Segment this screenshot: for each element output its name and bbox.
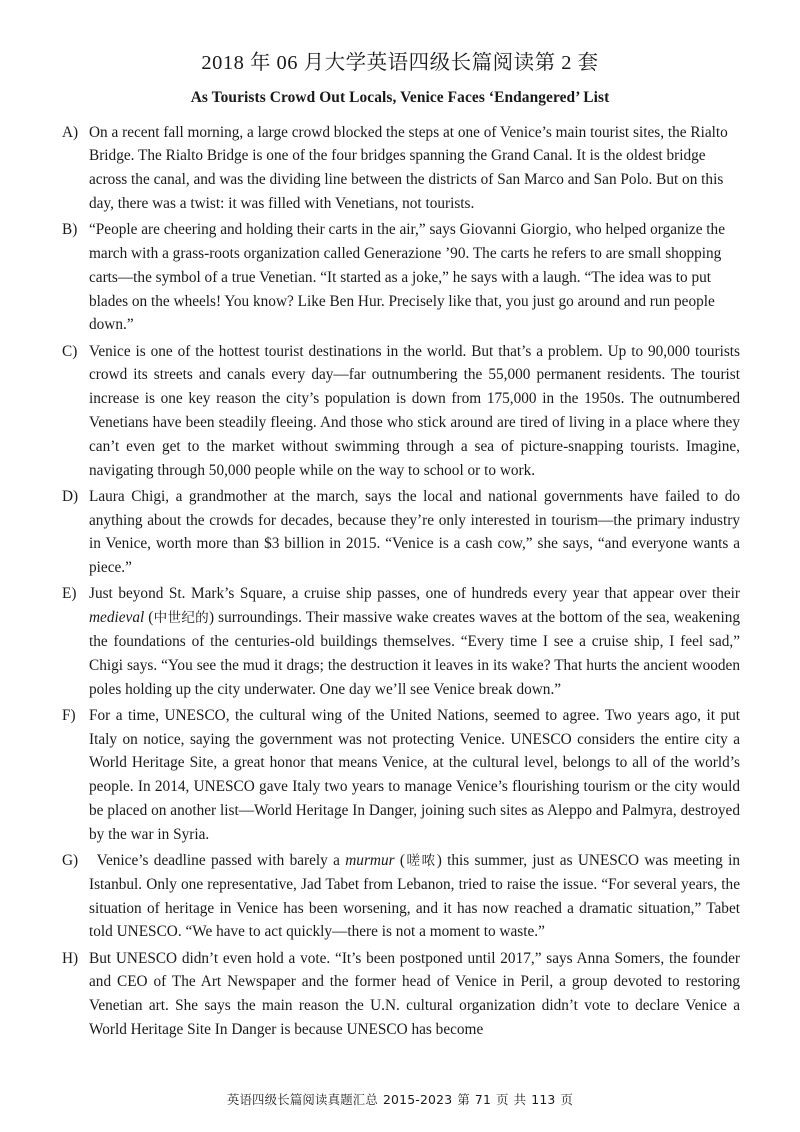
paragraph-label: G) — [62, 852, 79, 870]
passage-paragraph — [62, 121, 740, 216]
page-title: 2018 年 06 月大学英语四级长篇阅读第 2 套 — [201, 52, 599, 74]
glossed-term: medieval — [89, 609, 145, 627]
paragraph-text-run: ) this summer, just as UNESCO was meeting in Istanbul. Only one representative, Jad Tabet from Lebanon, tried to raise the issue. “For several years, the situation of heritage in Venice has been worsening, and it has now reached a dramatic situation,” Tabet told UNESCO. “We have to act quickly—there is not a moment to waste.” — [89, 852, 741, 941]
paragraph-label: D) — [62, 487, 79, 505]
glossed-term: murmur — [345, 852, 395, 870]
paragraph-text-run: ) surroundings. Their massive wake creates waves at the bottom of the sea, weakening the foundations of the centuries-old buildings themselves. “Every time I see a cruise ship, I feel sad,” Chigi says. “You see the mud it drags; the destruction it leaves in its wake? That hurts the ancient wooden poles holding up the city underwater. One day we’ll see Venice break down.” — [89, 609, 740, 698]
paragraph-label: H) — [62, 949, 79, 967]
paragraph-label: C) — [62, 342, 78, 360]
paragraph-text-run: ( — [144, 609, 154, 627]
passage-paragraph — [62, 704, 740, 847]
paragraph-text: For a time, UNESCO, the cultural wing of the United Nations, seemed to agree. Two years ago, it put Italy on notice, saying the government was not protecting Venice. UNESCO considers the entire city a World Heritage Site, a great honor that means Venice, at the cultural level, belongs to all of the world’s people. In 2014, UNESCO gave Italy two years to manage Venice’s flourishing tourism or the city would be placed on another list—World Heritage In Danger, joining such sites as Aleppo and Palmyra, destroyed by the war in Syria. — [89, 706, 740, 843]
passage-paragraph — [62, 218, 740, 337]
passage-paragraph — [62, 947, 740, 1042]
footer-total-pages: 113 — [531, 1092, 556, 1107]
paragraph-text-run: Venice’s deadline passed with barely a — [89, 852, 346, 870]
paragraph-label: A) — [62, 123, 79, 141]
footer-total-prefix: 共 — [513, 1092, 527, 1107]
footer-page-number: 71 — [474, 1092, 492, 1107]
passage-paragraph — [62, 849, 740, 944]
paragraph-label: F) — [62, 706, 76, 724]
passage-paragraph — [62, 582, 740, 701]
paragraph-text: Laura Chigi, a grandmother at the march, says the local and national governments have failed to do anything about the crowds for decades, because they’re only interested in tourism—the primary industry in Venice, worth more than $3 billion in 2015. “Venice is a cash cow,” she says, “and everyone wants a piece.” — [89, 487, 740, 577]
paragraph-text: But UNESCO didn’t even hold a vote. “It’s been postponed until 2017,” says Anna Somers, the founder and CEO of The Art Newspaper and the former head of Venice in Peril, a group devoted to restoring Venetian art. She says the main reason the U.N. cultural organization didn’t vote to declare Venice a World Heritage Site In Danger is because UNESCO has become — [89, 949, 740, 1039]
paragraph-text: On a recent fall morning, a large crowd blocked the steps at one of Venice’s main tourist sites, the Rialto Bridge. The Rialto Bridge is one of the four bridges spanning the Grand Canal. It is the oldest bridge across the canal, and was the dividing line between the districts of San Marco and San Polo. But on this day, there was a twist: it was filled with Venetians, not tourists. — [89, 123, 728, 212]
chinese-gloss: 嗟哝 — [404, 853, 437, 870]
paragraph-text-run: Just beyond St. Mark’s Square, a cruise ship passes, one of hundreds every year that appear over their — [89, 585, 740, 603]
paragraph-label: E) — [62, 585, 77, 603]
paragraph-text — [89, 582, 740, 701]
paragraph-label: B) — [62, 221, 78, 239]
passage-paragraph — [62, 340, 740, 483]
paragraph-text: “People are cheering and holding their carts in the air,” says Giovanni Giorgio, who helped organize the march with a grass-roots organization called Generazione ’90. The carts he refers to are small shopping carts—the symbol of a true Venetian. “It started as a joke,” he says with a laugh. “The idea was to put blades on the wheels! You know? Like Ben Hur. Precisely like that, you just go around and run people down.” — [89, 221, 725, 334]
footer-total-unit: 页 — [560, 1092, 574, 1107]
page-footer — [0, 1090, 800, 1108]
passage-paragraph — [62, 485, 740, 580]
footer-page-unit: 页 — [496, 1092, 509, 1107]
footer-year-range: 2015-2023 — [382, 1092, 453, 1107]
article-headline: As Tourists Crowd Out Locals, Venice Faces ‘Endangered’ List — [190, 88, 610, 106]
paragraph-text-run: ( — [394, 852, 405, 870]
footer-collection-title: 英语四级长篇阅读真题汇总 — [226, 1092, 378, 1107]
passage-body — [0, 121, 800, 1042]
footer-page-prefix: 第 — [457, 1092, 470, 1107]
chinese-gloss: 中世纪的 — [153, 610, 210, 627]
paragraph-text — [89, 849, 740, 944]
paragraph-text: Venice is one of the hottest tourist destinations in the world. But that’s a problem. Up to 90,000 tourists crowd its streets and canals every day—far outnumbering the 55,000 permanent residents. The tourist increase is one key reason the city’s population is down from 175,000 in the 1950s. The outnumbered Venetians have been steadily fleeing. And those who stick around are tired of living in a place where they can’t even get to the market without swimming through a sea of picture-snapping tourists. Imagine, navigating through 50,000 people while on the way to school or to work. — [89, 342, 740, 479]
